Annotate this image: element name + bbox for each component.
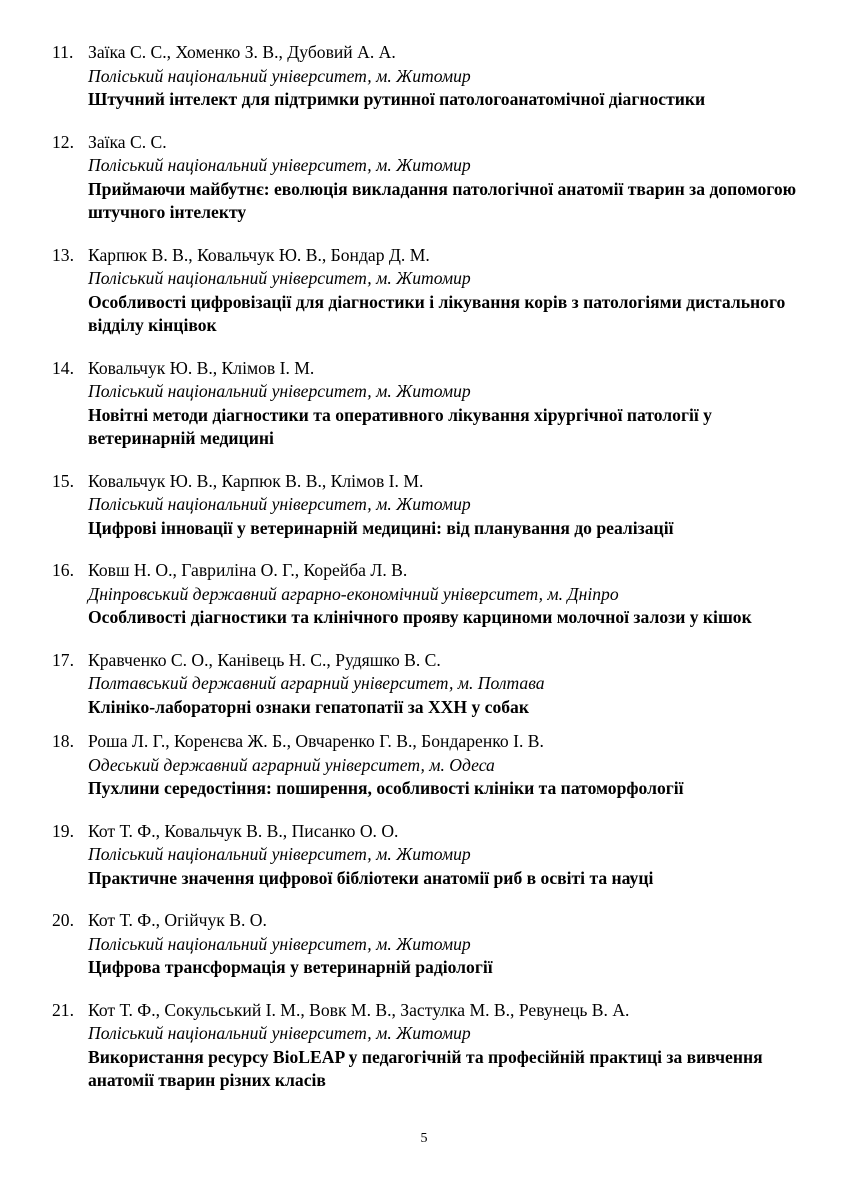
entry-title: Приймаючи майбутнє: еволюція викладання патологічної анатомії тварин за допомогою штучного інтелекту [88, 178, 797, 222]
entry-21 [52, 999, 812, 1093]
entry-17 [52, 649, 812, 720]
entry-number: 18. [52, 731, 74, 751]
entry-19 [52, 820, 812, 891]
entry-authors: Кот Т. Ф., Сокульський І. М., Вовк М. В., Застулка М. В., Ревунець В. А. [88, 999, 630, 1020]
entry-12 [52, 131, 812, 225]
entry-20 [52, 909, 812, 980]
entry-title: Особливості діагностики та клінічного прояву карциноми молочної залози у кішок [88, 607, 752, 627]
entry-number: 11. [52, 42, 74, 62]
program-entries [52, 41, 812, 1093]
entry-title: Цифрова трансформація у ветеринарній радіології [88, 957, 493, 977]
entry-number: 16. [52, 560, 74, 580]
entry-number: 20. [52, 910, 74, 930]
entry-18 [52, 730, 812, 801]
entry-15 [52, 470, 812, 541]
entry-13 [52, 244, 812, 338]
entry-authors: Ковш Н. О., Гавриліна О. Г., Корейба Л. В. [88, 560, 408, 580]
entry-title: Новітні методи діагностики та оперативного лікування хірургічної патології у ветеринарній медицині [88, 404, 712, 448]
entry-authors: Роша Л. Г., Коренєва Ж. Б., Овчаренко Г. В., Бондаренко І. В. [88, 731, 544, 751]
entry-number: 14. [52, 357, 74, 378]
entry-affiliation: Одеський державний аграрний університет, м. Одеса [88, 754, 495, 775]
entry-authors: Ковальчук Ю. В., Клімов І. М. [88, 357, 315, 378]
entry-number: 21. [52, 999, 74, 1020]
entry-title: Пухлини середостіння: поширення, особливості клініки та патоморфології [88, 778, 684, 798]
entry-number: 17. [52, 649, 74, 670]
page-number: 5 [420, 1131, 428, 1146]
entry-affiliation: Поліський національний університет, м. Житомир [88, 933, 471, 954]
entry-number: 15. [52, 470, 74, 491]
entry-title: Штучний інтелект для підтримки рутинної патологоанатомічної діагностики [88, 89, 706, 109]
entry-affiliation: Поліський національний університет, м. Житомир [88, 1023, 471, 1043]
entry-number: 13. [52, 244, 74, 265]
entry-authors: Карпюк В. В., Ковальчук Ю. В., Бондар Д. М. [88, 244, 430, 265]
entry-affiliation: Полтавський державний аграрний університет, м. Полтава [88, 673, 545, 693]
entry-14 [52, 357, 812, 451]
entry-affiliation: Поліський національний університет, м. Житомир [88, 65, 471, 86]
entry-title: Особливості цифровізації для діагностики і лікування корів з патологіями дистального відділу кінцівок [88, 291, 786, 335]
entry-number: 19. [52, 820, 74, 841]
entry-title: Використання ресурсу BioLEAP у педагогічній та професійній практиці за вивчення анатомії тварин різних класів [88, 1046, 763, 1090]
entry-authors: Заїка С. С. [88, 131, 167, 152]
entry-affiliation: Поліський національний університет, м. Житомир [88, 268, 471, 288]
entry-affiliation: Поліський національний університет, м. Житомир [88, 155, 471, 175]
entry-16 [52, 559, 812, 630]
entry-authors: Ковальчук Ю. В., Карпюк В. В., Клімов І. М. [88, 470, 424, 491]
entry-title: Цифрові інновації у ветеринарній медицині: від планування до реалізації [88, 517, 674, 538]
entry-affiliation: Поліський національний університет, м. Житомир [88, 844, 471, 864]
entry-authors: Кот Т. Ф., Огійчук В. О. [88, 910, 267, 930]
entry-affiliation: Поліський національний університет, м. Житомир [88, 494, 471, 514]
entry-affiliation: Поліський національний університет, м. Житомир [88, 381, 471, 401]
entry-affiliation: Дніпровський державний аграрно-економічний університет, м. Дніпро [88, 583, 619, 604]
entry-authors: Заїка С. С., Хоменко З. В., Дубовий А. А. [88, 42, 396, 62]
entry-11 [52, 41, 812, 112]
entry-title: Практичне значення цифрової бібліотеки анатомії риб в освіті та науці [88, 867, 654, 888]
entry-authors: Кравченко С. О., Канівець Н. С., Рудяшко В. С. [88, 649, 441, 670]
entry-title: Клініко-лабораторні ознаки гепатопатії за ХХН у собак [88, 696, 529, 717]
entry-number: 12. [52, 131, 74, 152]
entry-authors: Кот Т. Ф., Ковальчук В. В., Писанко О. О. [88, 820, 399, 841]
